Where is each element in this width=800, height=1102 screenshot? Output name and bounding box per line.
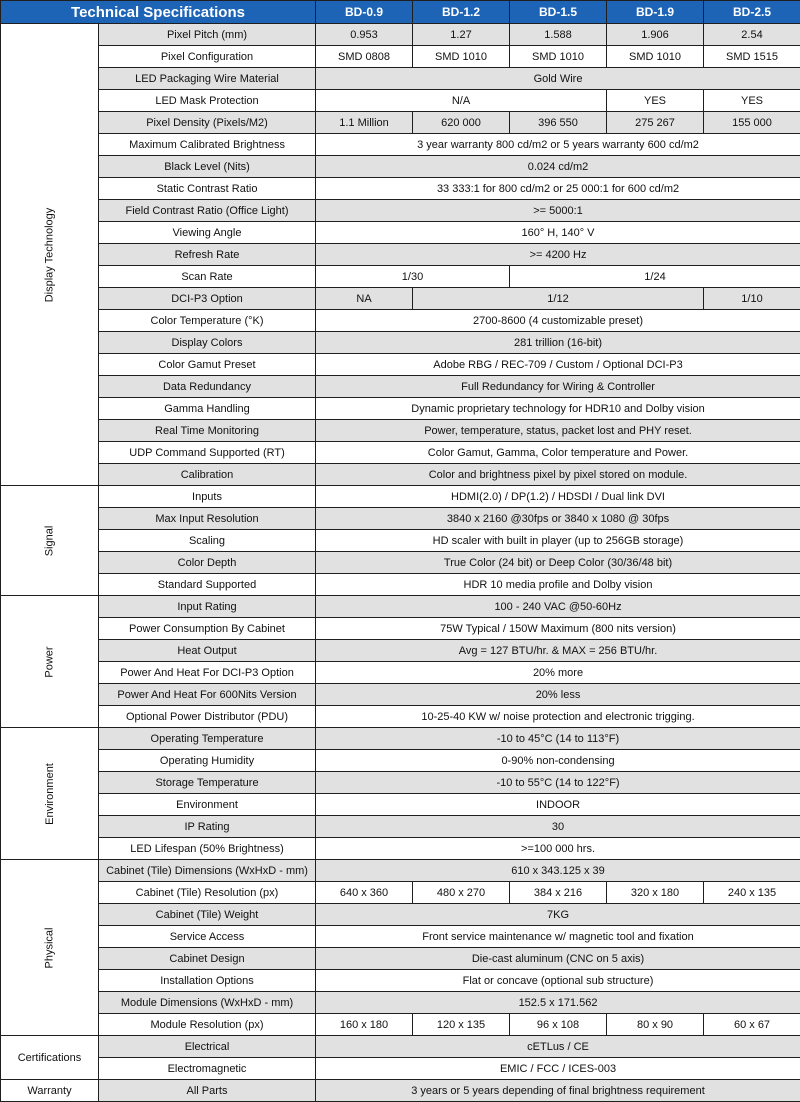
spec-value: NA (316, 288, 413, 310)
category-cell (1, 860, 99, 1036)
category-cell (1, 728, 99, 860)
category-cell (1, 1036, 99, 1080)
spec-value: 3 years or 5 years depending of final brightness requirement (316, 1080, 800, 1102)
table-row (1, 596, 800, 618)
spec-label: Installation Options (99, 970, 316, 992)
spec-value: Die-cast aluminum (CNC on 5 axis) (316, 948, 800, 970)
category-label: Certifications (18, 1052, 82, 1064)
table-row (1, 860, 800, 882)
spec-value: 0.953 (316, 24, 413, 46)
spec-value: 1.906 (607, 24, 704, 46)
category-cell (1, 24, 99, 486)
table-row (1, 288, 800, 310)
spec-value: SMD 1515 (704, 46, 800, 68)
spec-value: Flat or concave (optional sub structure) (316, 970, 800, 992)
table-row (1, 794, 800, 816)
spec-value: Full Redundancy for Wiring & Controller (316, 376, 800, 398)
spec-value: -10 to 45°C (14 to 113°F) (316, 728, 800, 750)
table-row (1, 464, 800, 486)
spec-label: Cabinet (Tile) Resolution (px) (99, 882, 316, 904)
spec-label: Max Input Resolution (99, 508, 316, 530)
spec-label: Cabinet Design (99, 948, 316, 970)
spec-label: Power Consumption By Cabinet (99, 618, 316, 640)
table-row (1, 684, 800, 706)
category-label: Warranty (27, 1085, 71, 1097)
spec-label: Real Time Monitoring (99, 420, 316, 442)
spec-label: Field Contrast Ratio (Office Light) (99, 200, 316, 222)
spec-label: Static Contrast Ratio (99, 178, 316, 200)
table-row (1, 926, 800, 948)
spec-value: 33 333:1 for 800 cd/m2 or 25 000:1 for 600 cd/m2 (316, 178, 800, 200)
model-header: BD-1.2 (413, 1, 510, 24)
table-title: Technical Specifications (1, 1, 316, 24)
spec-value: 96 x 108 (510, 1014, 607, 1036)
spec-value: 60 x 67 (704, 1014, 800, 1036)
spec-label: Color Temperature (°K) (99, 310, 316, 332)
table-row (1, 1080, 800, 1102)
table-row (1, 728, 800, 750)
spec-label: Color Depth (99, 552, 316, 574)
category-label: Power (44, 646, 56, 677)
category-label: Signal (43, 525, 55, 556)
spec-value: 384 x 216 (510, 882, 607, 904)
table-row (1, 398, 800, 420)
table-row (1, 486, 800, 508)
table-row (1, 156, 800, 178)
spec-value: Gold Wire (316, 68, 800, 90)
category-label: Display Technology (43, 207, 55, 302)
spec-value: -10 to 55°C (14 to 122°F) (316, 772, 800, 794)
spec-label: DCI-P3 Option (99, 288, 316, 310)
spec-value: 120 x 135 (413, 1014, 510, 1036)
spec-value: 240 x 135 (704, 882, 800, 904)
spec-label: Power And Heat For 600Nits Version (99, 684, 316, 706)
table-row (1, 552, 800, 574)
spec-label: Optional Power Distributor (PDU) (99, 706, 316, 728)
spec-value: N/A (316, 90, 607, 112)
spec-label: Power And Heat For DCI-P3 Option (99, 662, 316, 684)
spec-label: Standard Supported (99, 574, 316, 596)
model-header: BD-2.5 (704, 1, 800, 24)
spec-value: Adobe RBG / REC-709 / Custom / Optional DCI-P3 (316, 354, 800, 376)
spec-value: 0-90% non-condensing (316, 750, 800, 772)
table-row (1, 112, 800, 134)
spec-label: LED Lifespan (50% Brightness) (99, 838, 316, 860)
spec-value: Avg = 127 BTU/hr. & MAX = 256 BTU/hr. (316, 640, 800, 662)
spec-label: Refresh Rate (99, 244, 316, 266)
table-row (1, 530, 800, 552)
spec-value: cETLus / CE (316, 1036, 800, 1058)
spec-value: 155 000 (704, 112, 800, 134)
spec-label: Calibration (99, 464, 316, 486)
spec-label: Storage Temperature (99, 772, 316, 794)
spec-label: Display Colors (99, 332, 316, 354)
spec-label: Operating Humidity (99, 750, 316, 772)
spec-value: 1/10 (704, 288, 800, 310)
spec-label: Heat Output (99, 640, 316, 662)
spec-value: >=100 000 hrs. (316, 838, 800, 860)
spec-label: Cabinet (Tile) Weight (99, 904, 316, 926)
category-cell (1, 596, 99, 728)
spec-value: True Color (24 bit) or Deep Color (30/36/48 bit) (316, 552, 800, 574)
table-row (1, 1058, 800, 1080)
table-row (1, 1014, 800, 1036)
spec-value: EMIC / FCC / ICES-003 (316, 1058, 800, 1080)
spec-label: All Parts (99, 1080, 316, 1102)
table-row (1, 200, 800, 222)
spec-value: 610 x 343.125 x 39 (316, 860, 800, 882)
table-row (1, 706, 800, 728)
spec-value: 20% less (316, 684, 800, 706)
spec-value: SMD 0808 (316, 46, 413, 68)
spec-value: 3 year warranty 800 cd/m2 or 5 years warranty 600 cd/m2 (316, 134, 800, 156)
spec-label: Scaling (99, 530, 316, 552)
spec-value: HD scaler with built in player (up to 256GB storage) (316, 530, 800, 552)
spec-value: 3840 x 2160 @30fps or 3840 x 1080 @ 30fps (316, 508, 800, 530)
spec-value: 152.5 x 171.562 (316, 992, 800, 1014)
spec-value: 480 x 270 (413, 882, 510, 904)
spec-value: 1/12 (413, 288, 704, 310)
spec-value: 620 000 (413, 112, 510, 134)
category-cell (1, 1080, 99, 1102)
spec-label: Maximum Calibrated Brightness (99, 134, 316, 156)
spec-label: Inputs (99, 486, 316, 508)
table-row (1, 24, 800, 46)
spec-label: Pixel Configuration (99, 46, 316, 68)
table-row (1, 1036, 800, 1058)
spec-value: YES (704, 90, 800, 112)
table-row (1, 618, 800, 640)
spec-label: Gamma Handling (99, 398, 316, 420)
spec-value: YES (607, 90, 704, 112)
spec-body (1, 24, 800, 1102)
table-row (1, 310, 800, 332)
spec-value: INDOOR (316, 794, 800, 816)
spec-value: 30 (316, 816, 800, 838)
spec-value: Power, temperature, status, packet lost and PHY reset. (316, 420, 800, 442)
spec-label: Pixel Pitch (mm) (99, 24, 316, 46)
table-row (1, 354, 800, 376)
table-row (1, 244, 800, 266)
table-row (1, 222, 800, 244)
spec-label: Service Access (99, 926, 316, 948)
spec-label: LED Packaging Wire Material (99, 68, 316, 90)
spec-label: Data Redundancy (99, 376, 316, 398)
model-header: BD-0.9 (316, 1, 413, 24)
table-row (1, 46, 800, 68)
table-row (1, 904, 800, 926)
spec-label: Pixel Density (Pixels/M2) (99, 112, 316, 134)
spec-value: 396 550 (510, 112, 607, 134)
spec-label: Electromagnetic (99, 1058, 316, 1080)
spec-value: 1.27 (413, 24, 510, 46)
spec-label: Operating Temperature (99, 728, 316, 750)
spec-value: 160° H, 140° V (316, 222, 800, 244)
spec-value: 1.1 Million (316, 112, 413, 134)
spec-value: 1/30 (316, 266, 510, 288)
header-row (1, 1, 800, 24)
spec-label: Cabinet (Tile) Dimensions (WxHxD - mm) (99, 860, 316, 882)
spec-label: IP Rating (99, 816, 316, 838)
spec-value: Dynamic proprietary technology for HDR10 and Dolby vision (316, 398, 800, 420)
spec-label: Viewing Angle (99, 222, 316, 244)
spec-value: Front service maintenance w/ magnetic tool and fixation (316, 926, 800, 948)
table-row (1, 662, 800, 684)
table-row (1, 882, 800, 904)
spec-value: 275 267 (607, 112, 704, 134)
table-row (1, 992, 800, 1014)
spec-label: Electrical (99, 1036, 316, 1058)
spec-value: 100 - 240 VAC @50-60Hz (316, 596, 800, 618)
spec-value: 7KG (316, 904, 800, 926)
spec-label: Scan Rate (99, 266, 316, 288)
category-label: Environment (43, 763, 55, 825)
spec-value: 160 x 180 (316, 1014, 413, 1036)
spec-label: UDP Command Supported (RT) (99, 442, 316, 464)
model-header: BD-1.9 (607, 1, 704, 24)
table-row (1, 178, 800, 200)
spec-label: Black Level (Nits) (99, 156, 316, 178)
category-cell (1, 486, 99, 596)
spec-value: SMD 1010 (510, 46, 607, 68)
table-row (1, 970, 800, 992)
spec-value: 75W Typical / 150W Maximum (800 nits version) (316, 618, 800, 640)
spec-value: >= 4200 Hz (316, 244, 800, 266)
table-row (1, 376, 800, 398)
spec-label: Module Dimensions (WxHxD - mm) (99, 992, 316, 1014)
spec-value: HDR 10 media profile and Dolby vision (316, 574, 800, 596)
table-row (1, 68, 800, 90)
table-row (1, 948, 800, 970)
spec-value: 2700-8600 (4 customizable preset) (316, 310, 800, 332)
spec-value: HDMI(2.0) / DP(1.2) / HDSDI / Dual link DVI (316, 486, 800, 508)
table-row (1, 442, 800, 464)
spec-value: 281 trillion (16-bit) (316, 332, 800, 354)
spec-label: Color Gamut Preset (99, 354, 316, 376)
table-row (1, 750, 800, 772)
spec-value: 320 x 180 (607, 882, 704, 904)
table-row (1, 508, 800, 530)
category-label: Physical (44, 927, 56, 968)
spec-value: Color Gamut, Gamma, Color temperature and Power. (316, 442, 800, 464)
spec-value: Color and brightness pixel by pixel stored on module. (316, 464, 800, 486)
spec-value: SMD 1010 (413, 46, 510, 68)
spec-label: Module Resolution (px) (99, 1014, 316, 1036)
table-row (1, 266, 800, 288)
spec-value: 10-25-40 KW w/ noise protection and electronic trigging. (316, 706, 800, 728)
spec-label: Environment (99, 794, 316, 816)
spec-value: SMD 1010 (607, 46, 704, 68)
table-row (1, 772, 800, 794)
spec-value: 640 x 360 (316, 882, 413, 904)
table-row (1, 838, 800, 860)
spec-value: 2.54 (704, 24, 800, 46)
spec-value: 20% more (316, 662, 800, 684)
model-header: BD-1.5 (510, 1, 607, 24)
spec-value: 80 x 90 (607, 1014, 704, 1036)
spec-value: 0.024 cd/m2 (316, 156, 800, 178)
table-row (1, 332, 800, 354)
table-row (1, 574, 800, 596)
table-row (1, 134, 800, 156)
table-row (1, 90, 800, 112)
spec-label: Input Rating (99, 596, 316, 618)
table-row (1, 640, 800, 662)
spec-value: >= 5000:1 (316, 200, 800, 222)
table-row (1, 420, 800, 442)
spec-value: 1/24 (510, 266, 800, 288)
table-row (1, 816, 800, 838)
spec-label: LED Mask Protection (99, 90, 316, 112)
spec-value: 1.588 (510, 24, 607, 46)
